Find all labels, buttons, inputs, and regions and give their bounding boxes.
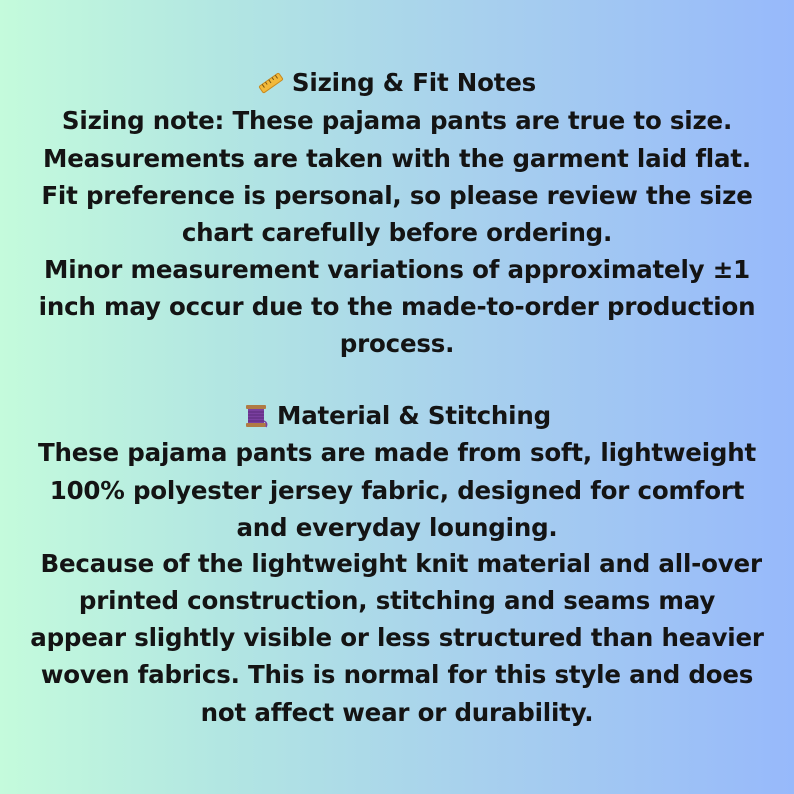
sizing-line: chart carefully before ordering. bbox=[181, 218, 613, 247]
material-line: Because of the lightweight knit material and all-over bbox=[32, 549, 762, 578]
material-line: 100% polyester jersey fabric, designed for comfort bbox=[49, 476, 745, 505]
thread-spool-icon bbox=[243, 403, 269, 429]
ruler-icon bbox=[258, 70, 284, 96]
material-line: not affect wear or durability. bbox=[200, 698, 594, 727]
material-heading-row bbox=[0, 401, 794, 431]
material-line: printed construction, stitching and seams may bbox=[78, 586, 716, 615]
sizing-heading-row bbox=[0, 68, 794, 98]
sizing-line: Fit preference is personal, so please review the size bbox=[41, 181, 753, 210]
material-heading: Material & Stitching bbox=[277, 401, 551, 430]
sizing-line: process. bbox=[339, 329, 455, 358]
material-line: These pajama pants are made from soft, lightweight bbox=[37, 438, 756, 467]
material-line: and everyday lounging. bbox=[236, 513, 558, 542]
sizing-line: Minor measurement variations of approximately ±1 bbox=[44, 255, 750, 284]
sizing-line: Measurements are taken with the garment laid flat. bbox=[43, 144, 751, 173]
material-line: woven fabrics. This is normal for this style and does bbox=[40, 660, 754, 689]
material-line: appear slightly visible or less structured than heavier bbox=[30, 623, 764, 652]
sizing-line: inch may occur due to the made-to-order production bbox=[38, 292, 756, 321]
sizing-heading: Sizing & Fit Notes bbox=[291, 68, 537, 97]
sizing-line: Sizing note: These pajama pants are true to size. bbox=[61, 106, 733, 135]
